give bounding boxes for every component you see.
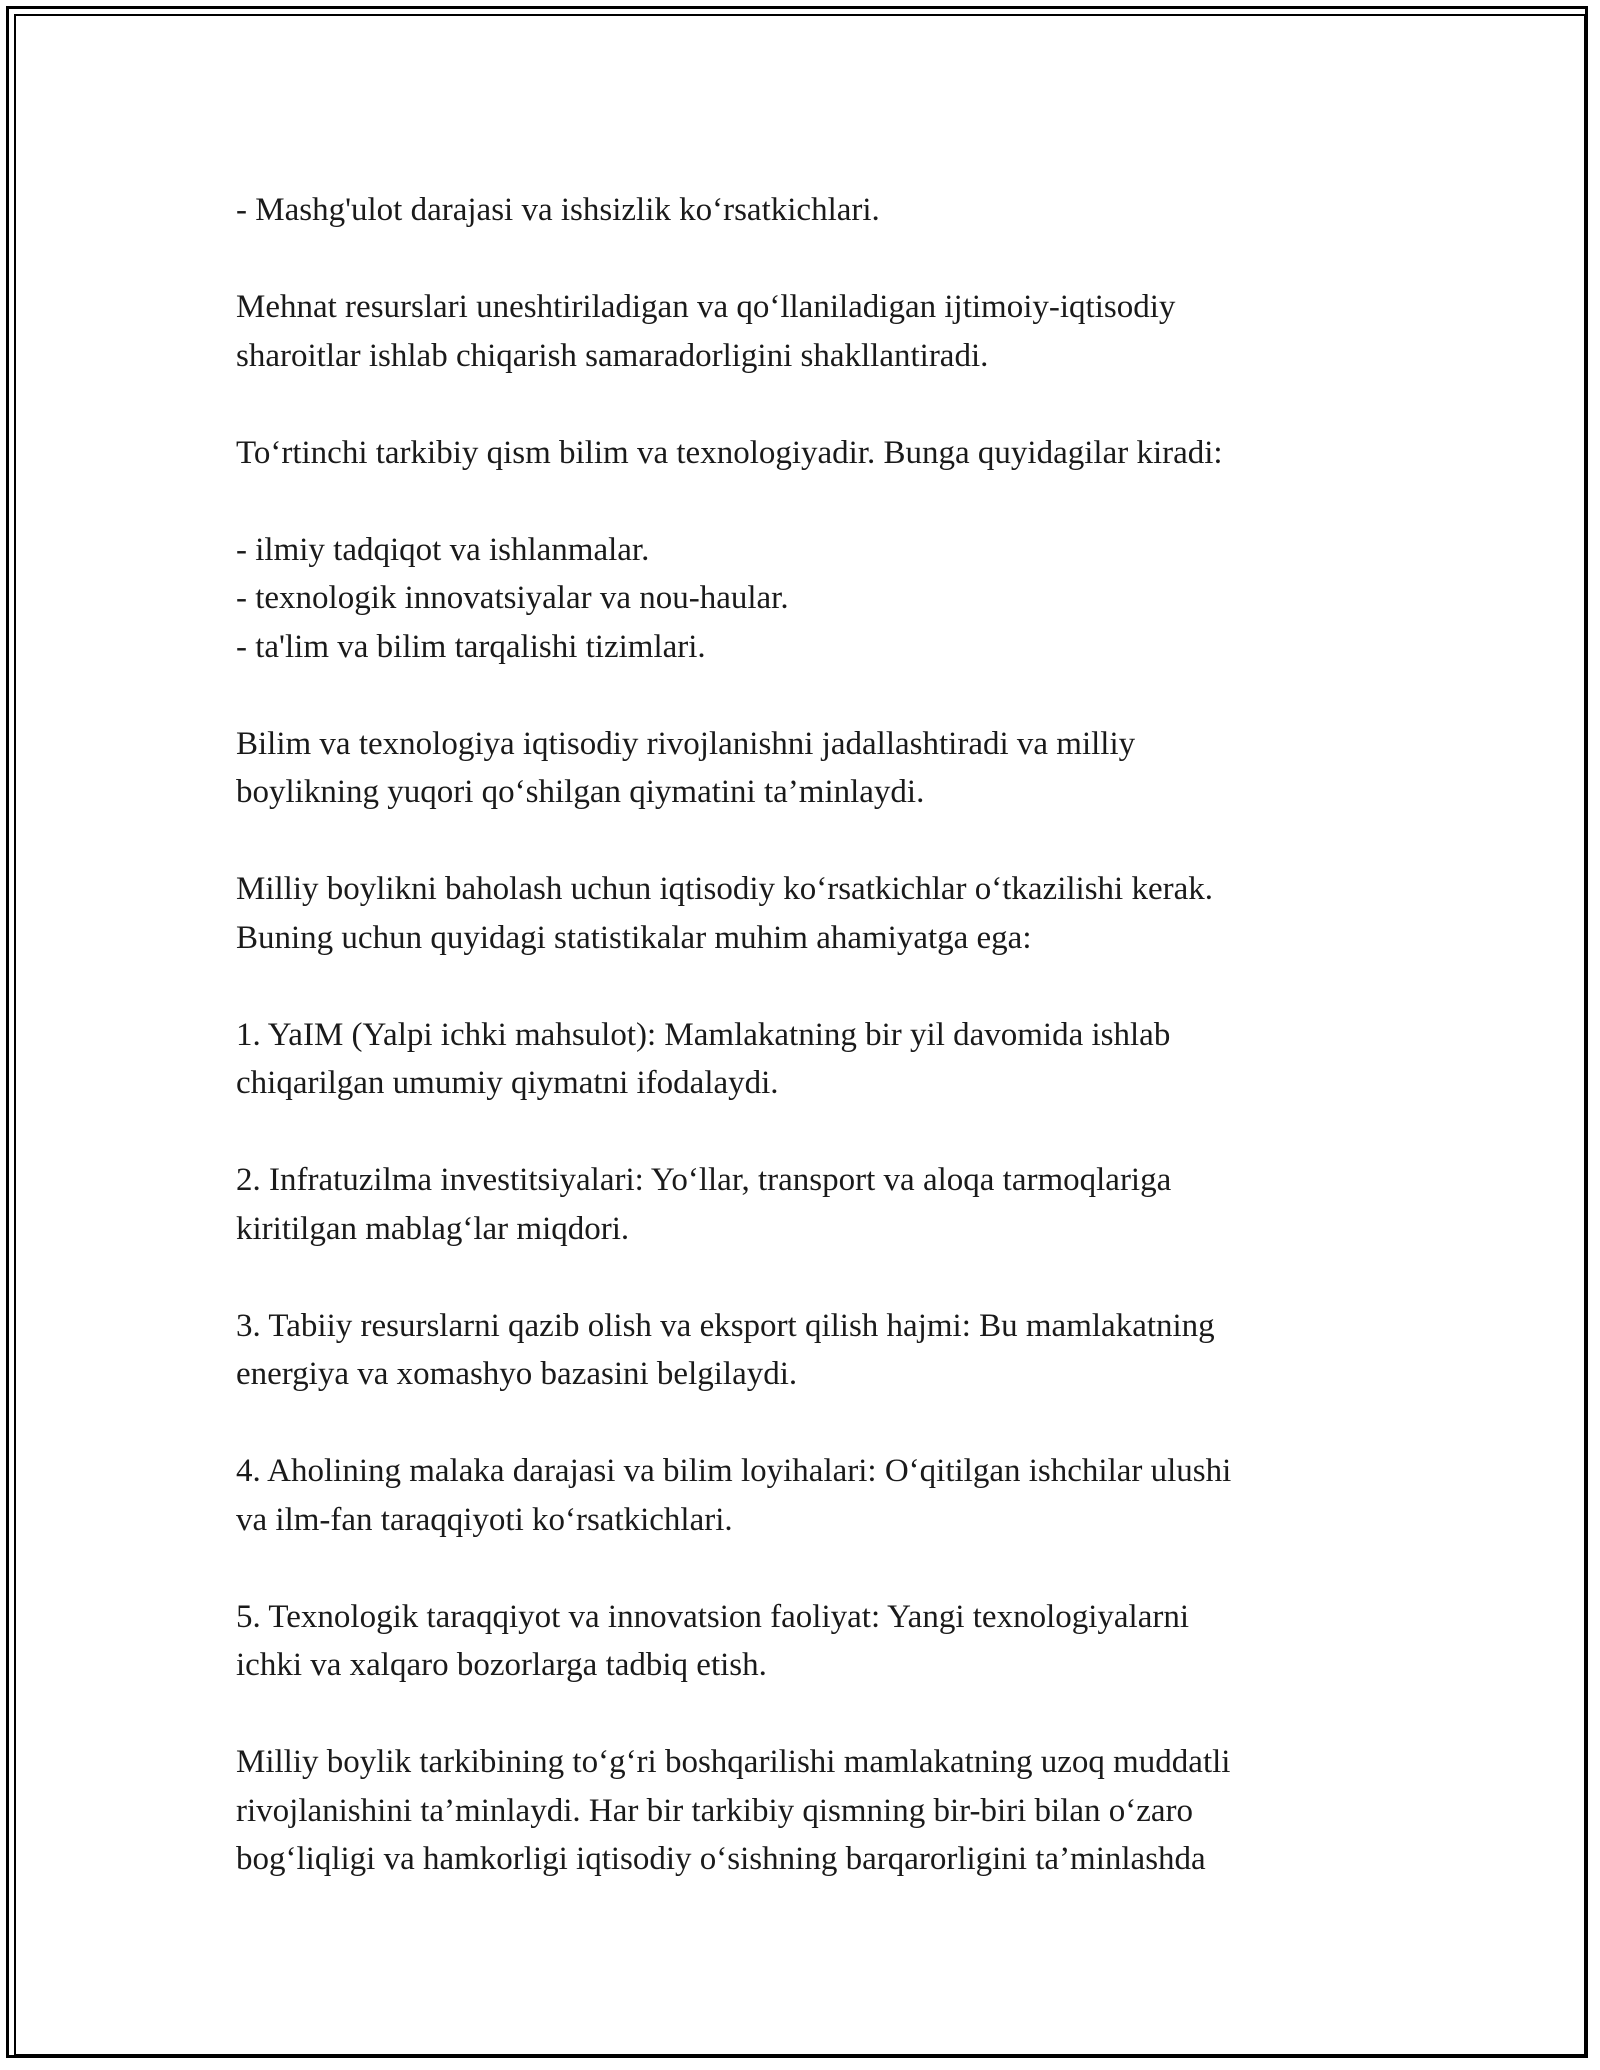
paragraph-gap xyxy=(236,380,1376,429)
numbered-item: energiya va xomashyo bazasini belgilaydi. xyxy=(236,1356,798,1392)
text-line: To‘rtinchi tarkibiy qism bilim va texnologiyadir. Bunga quyidagilar kiradi: xyxy=(236,434,1223,471)
paragraph-gap xyxy=(236,1544,1376,1593)
text-line: Buning uchun quyidagi statistikalar muhim ahamiyatga ega: xyxy=(236,919,1032,956)
numbered-item: 4. Aholining malaka darajasi va bilim loyihalari: O‘qitilgan ishchilar ulushi xyxy=(236,1453,1232,1489)
paragraph-gap xyxy=(236,1108,1376,1157)
numbered-item: 3. Tabiiy resurslarni qazib olish va eksport qilish hajmi: Bu mamlakatning xyxy=(236,1307,1215,1344)
paragraph-gap xyxy=(236,962,1376,1011)
text-line: Milliy boylik tarkibining to‘g‘ri boshqarilishi mamlakatning uzoq muddatli xyxy=(236,1744,1231,1780)
list-item: - ta'lim va bilim tarqalishi tizimlari. xyxy=(236,628,706,665)
text-line: Milliy boylikni baholash uchun iqtisodiy ko‘rsatkichlar o‘tkazilishi kerak. xyxy=(236,871,1213,907)
paragraph-gap xyxy=(236,1690,1376,1739)
text-line: - Mashg'ulot darajasi va ishsizlik ko‘rsatkichlari. xyxy=(236,192,880,228)
numbered-item: ichki va xalqaro bozorlarga tadbiq etish. xyxy=(236,1647,767,1683)
numbered-item: 1. YaIM (Yalpi ichki mahsulot): Mamlakatning bir yil davomida ishlab xyxy=(236,1016,1171,1053)
paragraph-gap xyxy=(236,817,1376,866)
numbered-item: 2. Infratuzilma investitsiyalari: Yo‘llar, transport va aloqa tarmoqlariga xyxy=(236,1162,1172,1198)
text-line: Mehnat resurslari uneshtiriladigan va qo‘llaniladigan ijtimoiy-iqtisodiy xyxy=(236,289,1176,325)
document-body xyxy=(236,186,1376,1884)
list-item: - texnologik innovatsiyalar va nou-haular. xyxy=(236,580,789,616)
paragraph-gap xyxy=(236,1253,1376,1302)
text-line: sharoitlar ishlab chiqarish samaradorligini shakllantiradi. xyxy=(236,337,989,374)
paragraph-gap xyxy=(236,235,1376,284)
numbered-item: 5. Texnologik taraqqiyot va innovatsion faoliyat: Yangi texnologiyalarni xyxy=(236,1598,1190,1635)
paragraph-gap xyxy=(236,477,1376,526)
numbered-item: chiqarilgan umumiy qiymatni ifodalaydi. xyxy=(236,1065,779,1101)
paragraph-gap xyxy=(236,1399,1376,1448)
text-line: Bilim va texnologiya iqtisodiy rivojlanishni jadallashtiradi va milliy xyxy=(236,725,1136,762)
paragraph-gap xyxy=(236,671,1376,720)
numbered-item: kiritilgan mablag‘lar miqdori. xyxy=(236,1210,630,1247)
text-line: bog‘liqligi va hamkorligi iqtisodiy o‘sishning barqarorligini ta’minlashda xyxy=(236,1841,1206,1877)
text-line: boylikning yuqori qo‘shilgan qiymatini ta’minlaydi. xyxy=(236,774,925,810)
numbered-item: va ilm-fan taraqqiyoti ko‘rsatkichlari. xyxy=(236,1501,733,1538)
list-item: - ilmiy tadqiqot va ishlanmalar. xyxy=(236,531,650,568)
text-line: rivojlanishini ta’minlaydi. Har bir tarkibiy qismning bir-biri bilan o‘zaro xyxy=(236,1792,1194,1829)
